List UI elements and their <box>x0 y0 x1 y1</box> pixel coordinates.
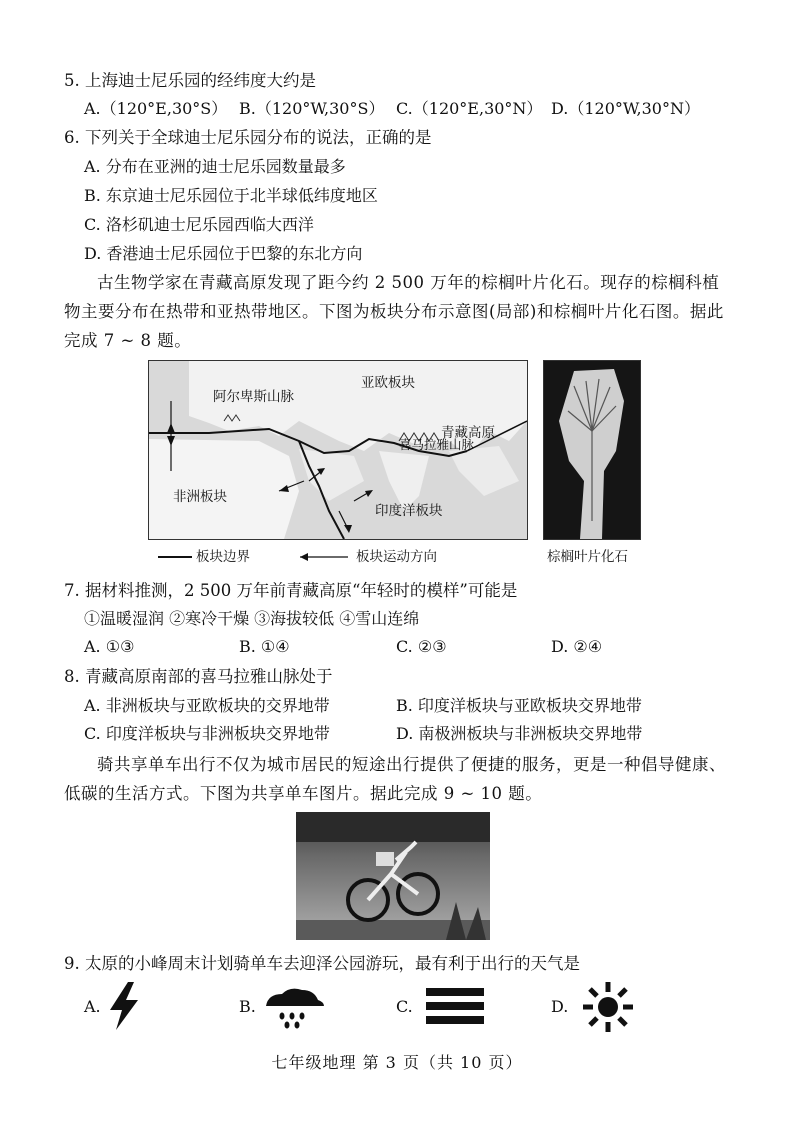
fossil-caption: 棕榈叶片化石 <box>547 549 628 565</box>
q9-option-d-letter: D. <box>551 997 569 1016</box>
shared-bike-drawing <box>296 812 490 940</box>
q6-option-b: B. 东京迪士尼乐园位于北半球低纬度地区 <box>84 186 378 205</box>
q9-option-b-letter: B. <box>239 997 256 1016</box>
material-9-10: 骑共享单车出行不仅为城市居民的短途出行提供了便捷的服务，更是一种倡导健康、低碳的生活方式。下图为共享单车图片。据此完成 9 ~ 10 题。 <box>64 755 726 803</box>
shared-bike-photo <box>296 812 490 940</box>
material-7-8: 古生物学家在青藏高原发现了距今约 2 500 万年的棕榈叶片化石。现存的棕榈科植物主要分布在热带和亚热带地区。下图为板块分布示意图(局部)和棕榈叶片化石图。据此完成 7 ~ 8 题。 <box>64 273 724 350</box>
q5-option-c: C.（120°E,30°N） <box>396 99 543 118</box>
q6-option-a: A. 分布在亚洲的迪士尼乐园数量最多 <box>84 157 346 176</box>
label-indian-ocean-plate: 印度洋板块 <box>375 503 443 519</box>
q9-stem: 9. 太原的小峰周末计划骑单车去迎泽公园游玩，最有利于出行的天气是 <box>64 954 580 973</box>
palm-fossil-drawing <box>544 361 640 539</box>
q5-option-d: D.（120°W,30°N） <box>551 99 700 118</box>
palm-fossil-image <box>543 360 641 540</box>
label-eurasian-plate: 亚欧板块 <box>361 375 415 391</box>
q6-option-d: D. 香港迪士尼乐园位于巴黎的东北方向 <box>84 244 363 263</box>
q7-stem: 7. 据材料推测，2 500 万年前青藏高原“年轻时的模样”可能是 <box>64 581 518 600</box>
q8-stem: 8. 青藏高原南部的喜马拉雅山脉处于 <box>64 667 333 686</box>
label-tibetan-plateau: 青藏高原 <box>441 425 495 441</box>
q9-option-c-letter: C. <box>396 997 413 1016</box>
q8-option-c: C. 印度洋板块与非洲板块交界地带 <box>84 724 330 743</box>
q7-option-b: B. ①④ <box>239 637 290 656</box>
legend-boundary-label: 板块边界 <box>196 549 250 565</box>
page-footer: 七年级地理 第 3 页（共 10 页） <box>271 1053 523 1072</box>
plate-map <box>148 360 528 540</box>
q5-stem: 5. 上海迪士尼乐园的经纬度大约是 <box>64 71 316 90</box>
label-african-plate: 非洲板块 <box>173 489 227 505</box>
q7-option-c: C. ②③ <box>396 637 447 656</box>
q8-option-b: B. 印度洋板块与亚欧板块交界地带 <box>396 696 642 715</box>
legend-motion-label: 板块运动方向 <box>356 549 437 565</box>
q8-option-a: A. 非洲板块与亚欧板块的交界地带 <box>84 696 330 715</box>
lightning-icon <box>104 980 144 1032</box>
label-alps: 阿尔卑斯山脉 <box>213 389 294 405</box>
q8-option-d: D. 南极洲板块与非洲板块交界地带 <box>396 724 643 743</box>
q5-option-a: A.（120°E,30°S） <box>84 99 228 118</box>
sun-icon <box>580 980 636 1034</box>
q7-option-a: A. ①③ <box>84 637 135 656</box>
fog-icon <box>426 986 484 1026</box>
q6-stem: 6. 下列关于全球迪士尼乐园分布的说法，正确的是 <box>64 128 432 147</box>
label-himalaya: 喜马拉雅山脉 <box>399 437 475 452</box>
q6-option-c: C. 洛杉矶迪士尼乐园西临大西洋 <box>84 215 314 234</box>
rain-icon <box>262 984 326 1030</box>
q5-option-b: B.（120°W,30°S） <box>239 99 385 118</box>
q7-option-d: D. ②④ <box>551 637 603 656</box>
q9-option-a-letter: A. <box>84 997 101 1016</box>
q7-choices: ①温暖湿润 ②寒冷干燥 ③海拔较低 ④雪山连绵 <box>84 609 420 628</box>
